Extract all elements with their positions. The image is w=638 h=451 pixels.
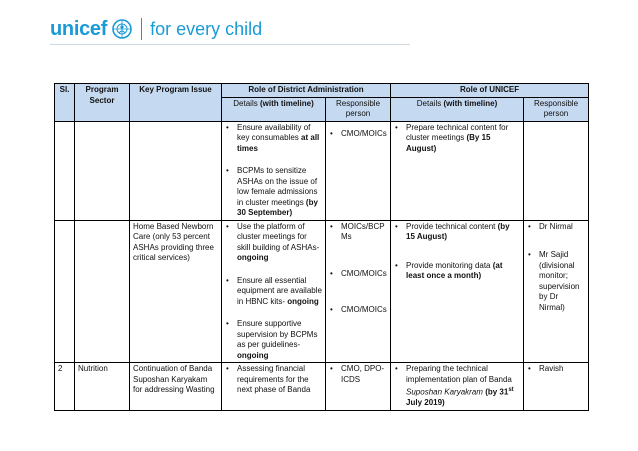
cell-district-details: [222, 220, 326, 363]
list-item: • Assessing financial requirements for the next phase of Banda: [225, 364, 322, 396]
program-table: [54, 83, 589, 411]
list-item: • Ravish: [527, 364, 585, 375]
header-rule: [50, 44, 410, 45]
cell-sl: 2: [55, 363, 75, 411]
cell-sector: [75, 121, 130, 220]
cell-issue: [130, 121, 222, 220]
cell-issue: Continuation of Banda Suposhan Karyakam for addressing Wasting: [130, 363, 222, 411]
cell-unicef-details: [391, 220, 524, 363]
list-item: • CMO/MOICs: [329, 129, 387, 140]
timeline-label: (with timeline): [259, 98, 314, 108]
list-item: • MOICs/BCPMs: [329, 222, 387, 243]
cell-district-details: [222, 121, 326, 220]
col-sl: Sl.: [55, 84, 75, 122]
cell-unicef-responsible: [524, 121, 589, 220]
subcol-district-responsible: Responsible person: [326, 97, 391, 121]
cell-district-responsible: [326, 220, 391, 363]
list-item: • Prepare technical content for cluster meetings (By 15 August): [394, 123, 520, 155]
cell-sector: [75, 220, 130, 363]
details-label: Details: [416, 98, 444, 108]
cell-sl: [55, 121, 75, 220]
list-item: • CMO/MOICs: [329, 305, 387, 316]
logo-tagline: for every child: [150, 19, 263, 39]
cell-issue: Home Based Newborn Care (only 53 percent ASHAs providing three critical services): [130, 220, 222, 363]
cell-district-responsible: [326, 363, 391, 411]
list-item: • Provide monitoring data (at least once a month): [394, 261, 520, 282]
list-item: • Ensure availability of key consumables at all times: [225, 123, 322, 155]
list-item: • Ensure all essential equipment are available in HBNC kits- ongoing: [225, 276, 322, 308]
list-item: • Mr Sajid (divisional monitor; supervision by Dr Nirmal): [527, 250, 585, 313]
list-item: • CMO/MOICs: [329, 269, 387, 280]
timeline-label: (with timeline): [443, 98, 498, 108]
col-program-sector: Program Sector: [75, 84, 130, 122]
table-row: [55, 363, 589, 411]
col-unicef-role: Role of UNICEF: [391, 84, 589, 98]
cell-unicef-responsible: [524, 220, 589, 363]
subcol-district-details: [222, 97, 326, 121]
unicef-logo: [50, 14, 410, 44]
list-item: • CMO, DPO-ICDS: [329, 364, 387, 385]
table-row: [55, 220, 589, 363]
table-row: [55, 121, 589, 220]
logo-separator: [141, 18, 142, 40]
list-item: • Provide technical content (by 15 August): [394, 222, 520, 243]
cell-unicef-details: [391, 363, 524, 411]
list-item: • Preparing the technical implementation plan of Banda Suposhan Karyakram (by 31st July 2019): [394, 364, 520, 409]
list-item: • Ensure supportive supervision by BCPMs as per guidelines- ongoing: [225, 319, 322, 361]
logo-wordmark: unicef: [50, 18, 108, 40]
list-item: • Use the platform of cluster meetings for skill building of ASHAs- ongoing: [225, 222, 322, 264]
unicef-emblem-icon: [111, 18, 133, 40]
cell-district-responsible: [326, 121, 391, 220]
col-district-role: Role of District Administration: [222, 84, 391, 98]
cell-sl: [55, 220, 75, 363]
list-item: • Dr Nirmal: [527, 222, 585, 233]
list-item: • BCPMs to sensitize ASHAs on the issue of low female admissions in cluster meetings (by 30 September): [225, 166, 322, 219]
details-label: Details: [233, 98, 260, 108]
subcol-unicef-details: [391, 97, 524, 121]
unicef-header: [50, 14, 410, 44]
cell-unicef-responsible: [524, 363, 589, 411]
cell-district-details: [222, 363, 326, 411]
header-row: [55, 84, 589, 98]
col-key-program-issue: Key Program Issue: [130, 84, 222, 122]
subcol-unicef-responsible: Responsible person: [524, 97, 589, 121]
cell-unicef-details: [391, 121, 524, 220]
cell-sector: Nutrition: [75, 363, 130, 411]
